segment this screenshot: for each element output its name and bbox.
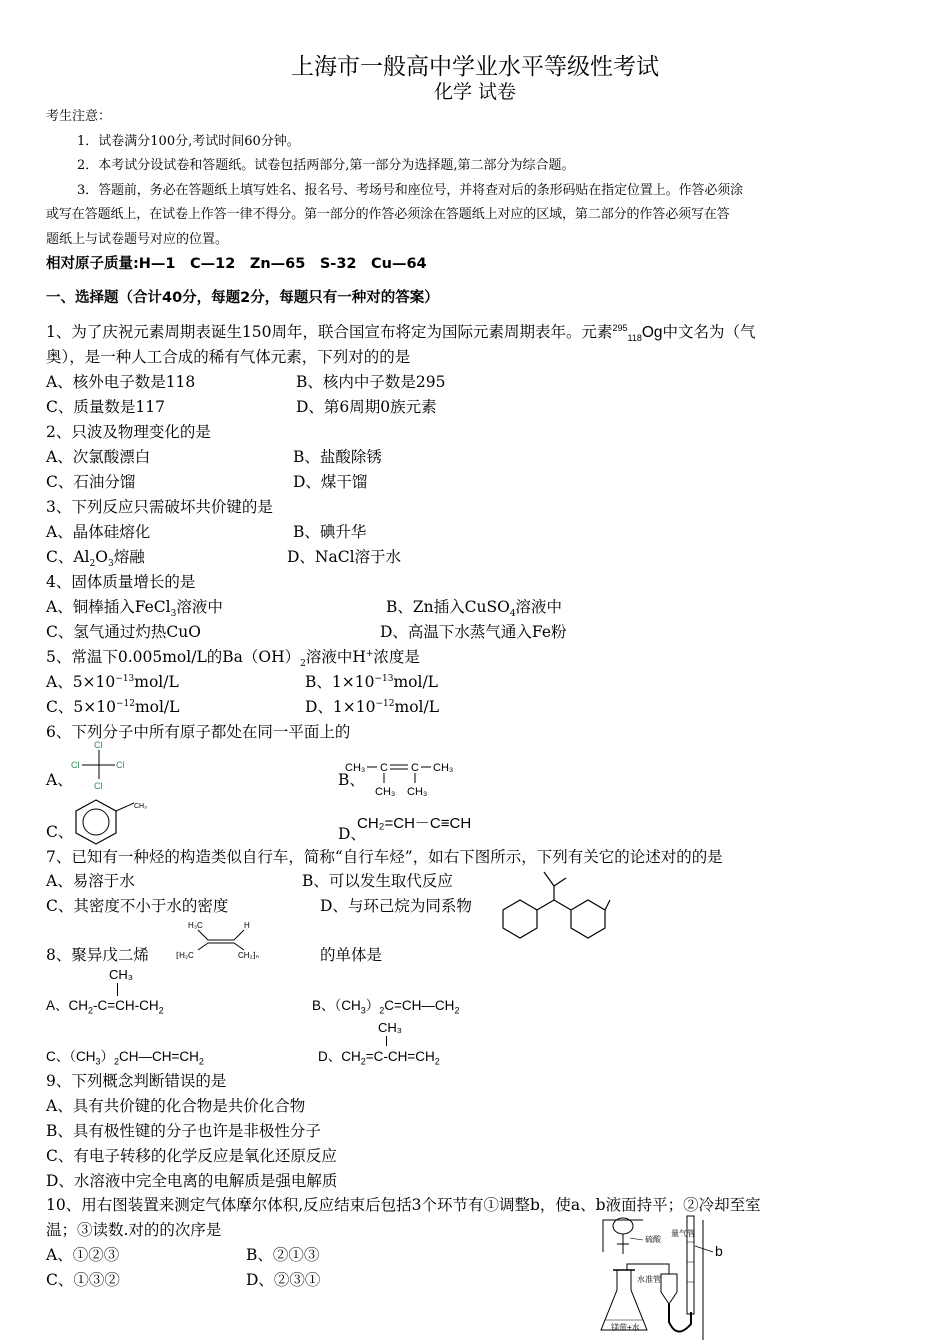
- q10-option-b: B、②①③: [246, 1246, 320, 1264]
- notice-heading: 考生注意：: [46, 109, 112, 124]
- svg-text:CH₃: CH₃: [407, 786, 428, 798]
- q8-option-a: A、$CH_2-C=CH-CH_2$: [46, 998, 164, 1016]
- q8-a-methyl: CH₃: [109, 967, 134, 982]
- q2-stem: 2、只波及物理变化的是: [46, 423, 211, 441]
- q6-option-c: C、: [46, 823, 74, 841]
- q1-option-c: C、质量数是117: [46, 398, 165, 416]
- q8-option-c: C、$(CH_3)_2CH—CH=CH_2$: [46, 1049, 204, 1067]
- q8-stem-suffix: 的单体是: [320, 946, 383, 964]
- q10-option-c: C、①③②: [46, 1271, 120, 1289]
- q3-option-c: C、$Al_2O_3$熔融: [46, 548, 145, 570]
- notice-item-2: 2．本考试分设试卷和答题纸。试卷包括两部分,第一部分为选择题,第二部分为综合题。: [77, 158, 575, 173]
- ccl4-cl-top: Cl: [94, 740, 103, 750]
- polyisoprene-structure: [176, 918, 276, 964]
- q5-option-a: A、$5\times 10^{-13}mol/L$: [46, 673, 179, 691]
- svg-text:CH₃: CH₃: [375, 786, 396, 798]
- q7-option-b: B、可以发生取代反应: [302, 872, 453, 890]
- vinylacetylene-formula: CH₂=CH－C≡CH: [357, 815, 472, 832]
- q9-stem: 9、下列概念判断错误的是: [46, 1072, 227, 1090]
- q2-option-c: C、石油分馏: [46, 473, 136, 491]
- q3-option-b: B、碘升华: [293, 523, 367, 541]
- q7-stem: 7、已知有一种烃的构造类似自行车，简称“自行车烃”，如右下图所示，下列有关它的论述对的的是: [46, 848, 723, 866]
- svg-text:H₃C: H₃C: [188, 921, 203, 930]
- exam-title: 上海市一般高中学业水平等级性考试: [291, 54, 659, 80]
- q5-stem: 5、常温下0.005mol/L的$Ba(OH)_2$溶液中H+浓度是: [46, 648, 420, 670]
- svg-text:CH₃: CH₃: [345, 762, 366, 774]
- q6-option-d: D、: [338, 825, 366, 843]
- q6-option-a: A、: [46, 771, 73, 789]
- svg-text:C: C: [411, 762, 419, 774]
- label-water-tube: 水准管: [637, 1275, 661, 1284]
- q10-stem-line2: 温；③读数.对的的次序是: [46, 1221, 222, 1239]
- gas-volume-apparatus: [595, 1212, 740, 1342]
- q6-stem: 6、下列分子中所有原子都处在同一平面上的: [46, 723, 351, 741]
- toluene-ch3-label: CH₃: [134, 803, 147, 810]
- q5-option-b: B、$1\times 10^{-13}mol/L$: [305, 673, 438, 691]
- ccl4-cl-right: Cl: [116, 760, 125, 770]
- notice-item-1: 1．试卷满分100分,考试时间60分钟。: [77, 134, 300, 149]
- q8-option-d: D、$CH_2=C-CH=CH_2$: [318, 1049, 440, 1067]
- q1-option-d: D、第6周期0族元素: [296, 398, 437, 416]
- ccl4-structure: [66, 737, 136, 795]
- notice-item-3-cont: 或写在答题纸上，在试卷上作答一律不得分。第一部分的作答必须涂在答题纸上对应的区域，第二部分的作答必须写在答: [46, 207, 730, 222]
- q3-option-d: D、NaCl溶于水: [287, 548, 402, 566]
- notice-item-3-end: 题纸上与试卷题号对应的位置。: [46, 232, 229, 247]
- label-mg: 镁带+水: [611, 1323, 640, 1332]
- q6-option-b: B、: [338, 771, 365, 789]
- ccl4-cl-left: Cl: [71, 760, 80, 770]
- q1-option-a: A、核外电子数是118: [46, 373, 196, 391]
- exam-subtitle: 化学 试卷: [433, 81, 517, 103]
- svg-text:CH₃: CH₃: [433, 762, 454, 774]
- svg-text:C: C: [380, 762, 388, 774]
- atomic-mass-line: 相对原子质量:H—1 C—12 Zn—65 S-32 Cu—64: [46, 256, 427, 272]
- q7-option-d: D、与环己烷为同系物: [320, 897, 472, 915]
- q2-option-a: A、次氯酸漂白: [46, 448, 151, 466]
- q3-stem: 3、下列反应只需破坏共价键的是: [46, 498, 273, 516]
- q3-option-a: A、晶体硅熔化: [46, 523, 151, 541]
- q9-option-b: B、具有极性键的分子也许是非极性分子: [46, 1122, 321, 1140]
- q1-stem-line2: 奥），是一种人工合成的稀有气体元素，下列对的的是: [46, 348, 411, 366]
- q4-option-c: C、氢气通过灼热CuO: [46, 623, 201, 641]
- q8-d-methyl: CH₃: [378, 1020, 403, 1035]
- q10-option-d: D、②③①: [246, 1271, 321, 1289]
- q9-option-d: D、水溶液中完全电离的电解质是强电解质: [46, 1172, 338, 1190]
- q1-option-b: B、核内中子数是295: [296, 373, 446, 391]
- q2-option-b: B、盐酸除锈: [293, 448, 382, 466]
- q2-option-d: D、煤干馏: [293, 473, 368, 491]
- q5-option-c: C、$5\times 10^{-12}mol/L$: [46, 698, 180, 716]
- q9-option-a: A、具有共价键的化合物是共价化合物: [46, 1097, 306, 1115]
- q9-option-c: C、有电子转移的化学反应是氧化还原反应: [46, 1147, 337, 1165]
- q8-option-b: B、$(CH_3)_2C=CH—CH_2$: [312, 998, 460, 1016]
- section-heading: 一、选择题（合计40分，每题2分，每题只有一种对的答案）: [46, 290, 439, 306]
- tetramethylethylene-structure: [345, 757, 475, 801]
- q4-option-a: A、铜棒插入FeCl$_3$溶液中: [46, 598, 223, 620]
- q5-option-d: D、$1\times 10^{-12}mol/L$: [305, 698, 440, 716]
- q4-option-b: B、Zn插入CuSO$_4$溶液中: [386, 598, 563, 620]
- q1-stem-line1: 1、为了庆祝元素周期表诞生150周年，联合国宣布将定为国际元素周期表年。元素$^{295}_{118}$Og中文名为（气: [46, 322, 756, 344]
- isotope-symbol: $^{295}_{118}$Og: [612, 322, 663, 344]
- svg-text:H: H: [244, 921, 250, 930]
- q7-option-c: C、其密度不小于水的密度: [46, 897, 229, 915]
- q4-option-d: D、高温下水蒸气通入Fe粉: [380, 623, 567, 641]
- notice-item-3: 3．答题前，务必在答题纸上填写姓名、报名号、考场号和座位号，并将查对后的条形码贴在指定位置上。作答必须涂: [77, 183, 744, 198]
- q8-stem-prefix: 8、聚异戊二烯: [46, 946, 149, 964]
- label-burette: 量气管: [671, 1229, 695, 1238]
- label-acid: 硫酸: [645, 1235, 661, 1244]
- bicycle-hydrocarbon-structure: [500, 868, 612, 942]
- q10-option-a: A、①②③: [46, 1246, 120, 1264]
- label-b: b: [715, 1243, 723, 1259]
- svg-text:⁅H₂C: ⁅H₂C: [176, 951, 194, 960]
- svg-text:CH₂⁆ₙ: CH₂⁆ₙ: [238, 951, 259, 960]
- q4-stem: 4、固体质量增长的是: [46, 573, 196, 591]
- toluene-structure: [74, 797, 164, 847]
- q10-stem-line1: 10、用右图装置来测定气体摩尔体积,反应结束后包括3个环节有①调整b，使a、b液面持平；②冷却至室: [46, 1196, 761, 1214]
- q7-option-a: A、易溶于水: [46, 872, 135, 890]
- ccl4-cl-bottom: Cl: [94, 781, 103, 791]
